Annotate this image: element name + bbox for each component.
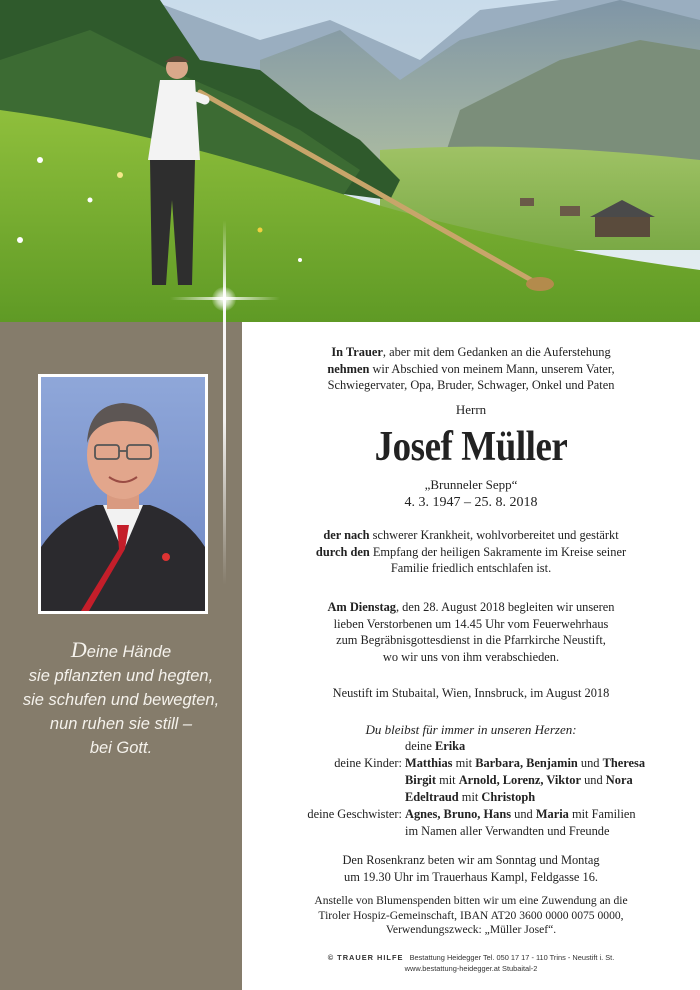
mourner-row-wife xyxy=(242,738,700,755)
death-line-1 xyxy=(242,527,700,544)
rosary-line-1: Den Rosenkranz beten wir am Sonntag und Montag xyxy=(342,853,600,867)
child-1: Matthias xyxy=(405,756,453,770)
intro-line-2 xyxy=(242,361,700,378)
mourner-row-relatives xyxy=(242,823,700,840)
place-date-line: Neustift im Stubaital, Wien, Innsbruck, im August 2018 xyxy=(332,686,610,700)
intro-line-3: Schwiegervater, Opa, Bruder, Schwager, Onkel und Paten xyxy=(327,378,615,393)
wife-prefix: deine xyxy=(405,739,435,753)
children-label: deine Kinder: xyxy=(334,756,402,770)
intro-line-2-text: wir Abschied von meinem Mann, unserem Vater, xyxy=(369,361,615,376)
poem-line-4: nun ruhen sie still – xyxy=(49,715,193,733)
poem-line-1 xyxy=(0,638,242,664)
service-line-1-text: , den 28. August 2018 begleiten wir unseren xyxy=(395,600,615,614)
portrait-photo xyxy=(38,374,208,614)
children-line-3 xyxy=(405,789,535,806)
siblings-line-1 xyxy=(405,806,636,823)
child-2-family-last: Nora xyxy=(605,773,633,787)
donation-line-1: Anstelle von Blumenspenden bitten wir um eine Zuwendung an die xyxy=(314,894,628,907)
mourner-row-children-2 xyxy=(242,772,700,789)
undertaker-footer xyxy=(242,952,700,974)
child-1-und: und xyxy=(577,756,603,770)
siblings-label: deine Geschwister: xyxy=(307,807,402,821)
death-line-1-text: schwerer Krankheit, wohlvorbereitet und gestärkt xyxy=(369,528,619,542)
honorific: Herrn xyxy=(455,402,487,417)
siblings-und: und xyxy=(511,807,536,821)
intro-line-2-bold: nehmen xyxy=(327,361,370,376)
intro-line-1-text: , aber mit dem Gedanken an die Auferstehung xyxy=(382,345,611,359)
rosary-paragraph xyxy=(242,852,700,885)
sidebar-panel xyxy=(0,322,242,990)
service-line-1 xyxy=(242,599,700,616)
mourner-row-children-1 xyxy=(242,755,700,772)
motto: Du bleibst für immer in unseren Herzen: xyxy=(365,722,577,737)
hero-landscape-photo xyxy=(0,0,700,322)
siblings-names: Agnes, Bruno, Hans xyxy=(405,807,512,821)
service-line-1-bold: Am Dienstag xyxy=(327,600,396,614)
mourner-row-siblings-1 xyxy=(242,806,700,823)
death-line-2-bold: durch den xyxy=(315,544,370,559)
siblings-rest: mit Familien xyxy=(568,807,636,821)
death-paragraph xyxy=(242,527,700,577)
mourner-row-children-3 xyxy=(242,789,700,806)
children-line-2 xyxy=(405,772,633,789)
intro-line-1 xyxy=(242,344,700,361)
service-line-3: zum Begräbnisgottesdienst in die Pfarrkirche Neustift, xyxy=(336,633,606,648)
poem-initial: D xyxy=(70,637,87,662)
child-2-mit: mit xyxy=(435,773,459,787)
death-line-1-bold: der nach xyxy=(323,528,370,542)
wife-name: Erika xyxy=(434,739,466,753)
footer-contact: Bestattung Heidegger Tel. 050 17 17 - 110 Trins - Neustift i. St. xyxy=(409,953,615,962)
service-line-2: lieben Verstorbenen um 14.45 Uhr vom Feuerwehrhaus xyxy=(333,616,609,631)
death-line-3: Familie friedlich entschlafen ist. xyxy=(390,561,552,576)
sibling-last: Maria xyxy=(535,807,569,821)
poem-verse xyxy=(0,638,242,760)
child-2-und: und xyxy=(581,773,606,787)
intro-line-1-bold: In Trauer xyxy=(331,345,383,359)
poem-line-1-text: eine Hände xyxy=(86,643,172,661)
child-3: Edeltraud xyxy=(405,790,459,804)
footer-line-2: www.bestattung-heidegger.at Stubaital-2 xyxy=(404,964,538,973)
child-2: Birgit xyxy=(405,773,436,787)
poem-line-5: bei Gott. xyxy=(89,739,153,757)
child-1-family-last: Theresa xyxy=(602,756,646,770)
portrait-illustration xyxy=(41,377,205,611)
donation-paragraph xyxy=(242,894,700,938)
life-dates: 4. 3. 1947 – 25. 8. 2018 xyxy=(404,495,538,510)
intro-paragraph xyxy=(242,344,700,394)
funeral-service-paragraph xyxy=(242,599,700,665)
mourner-wife xyxy=(405,738,465,755)
donation-line-3: Verwendungszweck: „Müller Josef“. xyxy=(385,923,557,937)
service-line-4: wo wir uns von ihm verabschieden. xyxy=(382,649,560,664)
obituary-text xyxy=(242,322,700,990)
child-3-family: Christoph xyxy=(481,790,536,804)
nickname: „Brunneler Sepp“ xyxy=(424,477,518,492)
poem-line-2: sie pflanzten und hegten, xyxy=(28,667,214,685)
child-1-mit: mit xyxy=(452,756,476,770)
rosary-line-2: um 19.30 Uhr im Trauerhaus Kampl, Feldgasse 16. xyxy=(344,869,598,884)
child-2-family: Arnold, Lorenz, Viktor xyxy=(458,773,582,787)
poem-line-3: sie schufen und bewegten, xyxy=(22,691,220,709)
relatives-line: im Namen aller Verwandten und Freunde xyxy=(405,824,610,838)
child-3-mit: mit xyxy=(458,790,482,804)
alpine-meadow-illustration xyxy=(0,0,700,322)
child-1-family: Barbara, Benjamin xyxy=(475,756,578,770)
children-line-1 xyxy=(405,755,645,772)
death-line-2 xyxy=(242,544,700,561)
trauer-hilfe-logo: © TRAUER HILFE xyxy=(327,953,404,962)
deceased-name: Josef Müller xyxy=(374,424,568,470)
light-cross-vertical xyxy=(223,220,226,585)
death-line-2-text: Empfang der heiligen Sakramente im Kreise seiner xyxy=(369,544,627,559)
light-cross-glow xyxy=(212,287,236,311)
footer-line-1 xyxy=(242,952,700,963)
donation-line-2: Tiroler Hospiz-Gemeinschaft, IBAN AT20 3600 0000 0075 0000, xyxy=(318,908,624,922)
